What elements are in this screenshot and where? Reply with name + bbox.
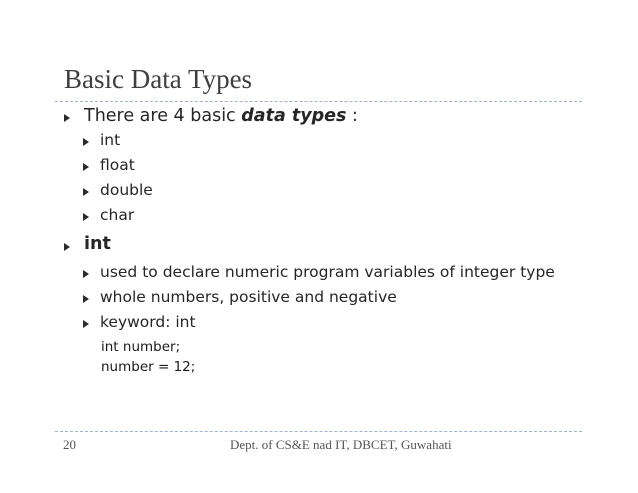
intro-before: There are 4 basic (84, 106, 242, 126)
intro-emphasis: data types (241, 106, 347, 126)
code-line: int number; (101, 339, 181, 355)
bullet-icon (64, 243, 70, 251)
bullet-icon (83, 320, 89, 328)
bullet-icon (83, 295, 89, 303)
int-point: whole numbers, positive and negative (100, 288, 397, 306)
bullet-icon (83, 213, 89, 221)
int-point: used to declare numeric program variables of integer type (100, 263, 555, 281)
type-item-float: float (100, 156, 135, 174)
bullet-icon (83, 188, 89, 196)
type-item-int: int (100, 131, 121, 149)
int-heading: int (84, 234, 111, 254)
intro-after: : (346, 106, 358, 126)
intro-text (84, 106, 358, 126)
int-point: keyword: int (100, 313, 196, 331)
page-number: 20 (63, 437, 76, 452)
type-item-double: double (100, 181, 153, 199)
bullet-icon (83, 163, 89, 171)
bullet-icon (83, 270, 89, 278)
code-line: number = 12; (101, 359, 196, 375)
footer-divider (55, 431, 582, 432)
type-item-char: char (100, 206, 135, 224)
bullet-icon (64, 114, 70, 122)
footer-text: Dept. of CS&E nad IT, DBCET, Guwahati (230, 437, 452, 452)
title-divider (55, 101, 582, 102)
slide-title: Basic Data Types (64, 64, 253, 94)
bullet-icon (83, 138, 89, 146)
